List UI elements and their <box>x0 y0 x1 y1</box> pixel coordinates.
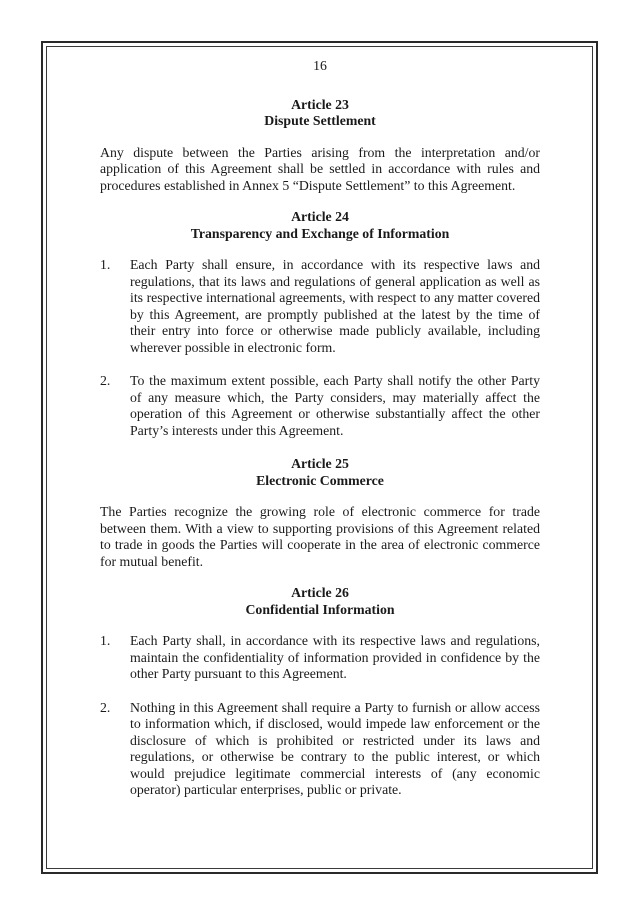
list-number: 2. <box>100 699 111 715</box>
list-item <box>100 700 540 799</box>
list-number: 2. <box>100 373 111 388</box>
article-heading: Article 26 <box>291 585 349 600</box>
document-body <box>100 58 540 816</box>
article-title: Confidential Information <box>245 601 395 617</box>
article-paragraph: Any dispute between the Parties arising from the interpretation and/or application of this Agreement shall be settled in accordance with rules and procedures established in Annex 5 “Dispute Settlement” to this Agreement. <box>100 144 540 193</box>
article-title: Electronic Commerce <box>256 472 384 488</box>
article-heading: Article 23 <box>291 96 349 112</box>
article-heading: Article 25 <box>291 456 349 471</box>
list-text: To the maximum extent possible, each Party shall notify the other Party of any measure which, the Party considers, may materially affect the operation of this Agreement or otherwise substantially affect the other Party’s interests under this Agreement. <box>130 373 540 438</box>
article-title: Transparency and Exchange of Information <box>190 225 450 241</box>
article-24 <box>100 209 540 439</box>
article-heading: Article 24 <box>291 209 349 224</box>
article-25 <box>100 456 540 570</box>
list-text: Nothing in this Agreement shall require a Party to furnish or allow access to information which, if disclosed, would impede law enforcement or the disclosure of which is prohibited or restricted under its laws and regulations, or otherwise be contrary to the public interest, or which would prejudice legitimate commercial interests of (any economic operator) particular enterprises, public or private. <box>130 699 540 797</box>
list-text: Each Party shall ensure, in accordance with its respective laws and regulations, that its laws and regulations of general application as well as its respective international agreements, with respect to any matter covered by this Agreement, are promptly published at the latest by the time of their entry into force or otherwise made publicly available, including wherever possible in electronic form. <box>130 257 540 355</box>
list-item <box>100 373 540 439</box>
page-number: 16 <box>313 58 327 73</box>
article-paragraph: The Parties recognize the growing role of electronic commerce for trade between them. With a view to supporting provisions of this Agreement related to trade in goods the Parties will cooperate in the area of electronic commerce for mutual benefit. <box>100 504 540 569</box>
list-number: 1. <box>100 633 111 648</box>
article-title: Dispute Settlement <box>264 113 376 128</box>
list-item <box>100 257 540 356</box>
article-26 <box>100 585 540 799</box>
list-number: 1. <box>100 257 111 272</box>
list-item <box>100 633 540 683</box>
list-text: Each Party shall, in accordance with its respective laws and regulations, maintain the confidentiality of information provided in confidence by the other Party pursuant to this Agreement. <box>130 633 540 681</box>
article-23 <box>100 97 540 195</box>
